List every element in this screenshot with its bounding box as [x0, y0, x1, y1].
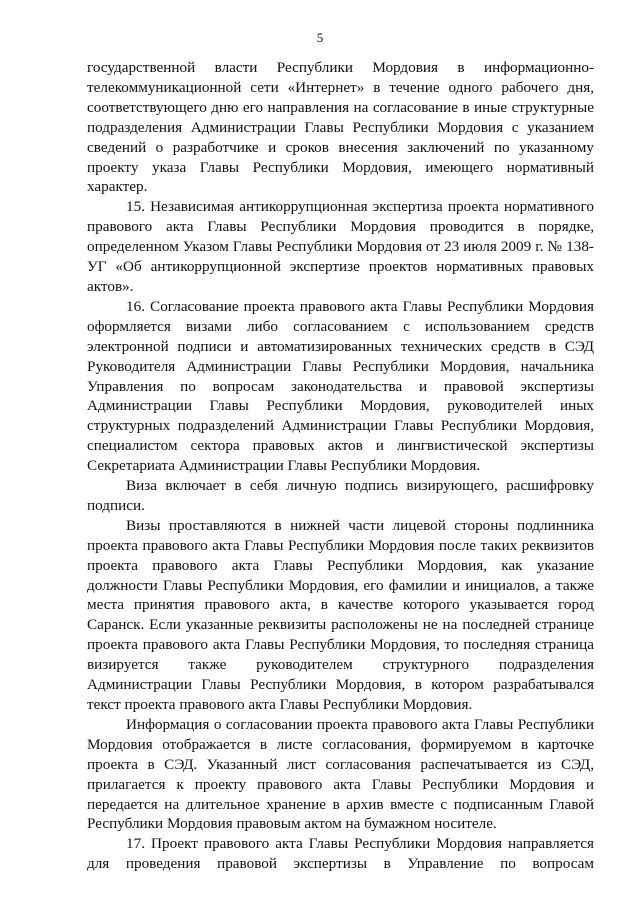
- paragraph-continued: государственной власти Республики Мордовия в информационно-телекоммуникационной сети «Интернет» в течение одного рабочего дня, соответствующего дню его направления на согласование в иные структурные подразделения Администрации Главы Республики Мордовия с указанием сведений о разработчике и сроков внесения заключений по указанному проекту указа Главы Республики Мордовия, имеющего нормативный характер.: [87, 59, 594, 196]
- page-number: 5: [316, 30, 324, 45]
- paragraph-visa-definition: Виза включает в себя личную подпись визирующего, расшифровку подписи.: [87, 477, 594, 514]
- paragraph-item-15: 15. Независимая антикоррупционная экспертиза проекта нормативного правового акта Главы Республики Мордовия проводится в порядке, определенном Указом Главы Республики Мордовия от 23 июля 2009 г. № 138-УГ «Об антикоррупционной экспертизе проектов нормативных правовых актов».: [87, 198, 594, 295]
- paragraph-approval-info: Информация о согласовании проекта правового акта Главы Республики Мордовия отображается в листе согласования, формируемом в карточке проекта в СЭД. Указанный лист согласования распечатывается из СЭД, прилагается к проекту правового акта Главы Республики Мордовия и передается на длительное хранение в архив вместе с подписанным Главой Республики Мордовия правовым актом на бумажном носителе.: [87, 715, 594, 833]
- paragraph-visa-placement: Визы проставляются в нижней части лицевой стороны подлинника проекта правового акта Главы Республики Мордовия после таких реквизитов проекта правового акта Главы Республики Мордовия, как указание должности Главы Республики Мордовия, его фамилии и инициалов, а также места принятия правового акта, в качестве которого указывается город Саранск. Если указанные реквизиты расположены не на последней странице проекта правового акта Главы Республики Мордовия, то последняя страница визируется также руководителем структурного подразделения Администрации Главы Республики Мордовия, в котором разрабатывался текст проекта правового акта Главы Республики Мордовия.: [87, 516, 594, 713]
- paragraph-item-17: 17. Проект правового акта Главы Республики Мордовия направляется для проведения правовой экспертизы в Управление по вопросам: [87, 835, 594, 873]
- paragraph-item-16: 16. Согласование проекта правового акта Главы Республики Мордовия оформляется визами либо согласованием с использованием средств электронной подписи и автоматизированных технических средств в СЭД Руководителя Администрации Главы Республики Мордовия, начальника Управления по вопросам законодательства и правовой экспертизы Администрации Главы Республики Мордовия, руководителей иных структурных подразделений Администрации Главы Республики Мордовия, специалистом сектора правовых актов и лингвистической экспертизы Секретариата Администрации Главы Республики Мордовия.: [87, 297, 594, 475]
- document-body: [87, 58, 594, 874]
